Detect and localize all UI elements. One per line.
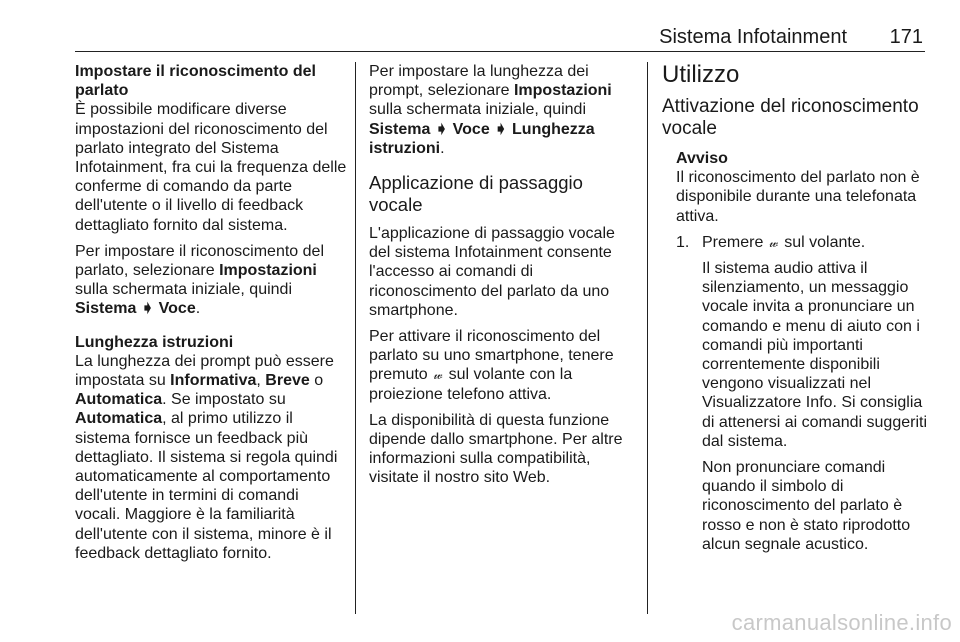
- text: .: [440, 139, 445, 157]
- header-title: Sistema Infotainment: [659, 26, 847, 48]
- watermark: carmanualsonline.info: [731, 610, 952, 635]
- paragraph: L'applicazione di passaggio vocale del sistema Infotainment consente l'accesso ai comandi di riconoscimento del parlato da uno smartphone.: [369, 225, 615, 319]
- step-text: [702, 233, 930, 252]
- voice-icon: 𝓌: [769, 234, 779, 250]
- text: sul volante.: [779, 233, 866, 251]
- text: La lunghezza dei prompt può essere impostata su: [75, 352, 334, 390]
- option-term: Automatica: [75, 410, 163, 428]
- notice-title: Avviso: [676, 150, 728, 167]
- menu-term: Sistema: [75, 300, 137, 318]
- text: . Se impostato su: [162, 391, 286, 409]
- column-3: [662, 62, 930, 561]
- menu-term: Sistema: [369, 120, 431, 138]
- section-heading-prompt-length: Lunghezza istruzioni: [75, 333, 234, 351]
- menu-term: Impostazioni: [219, 262, 317, 280]
- text: sulla schermata iniziale, quindi: [75, 281, 292, 299]
- step-number: 1.: [676, 233, 690, 251]
- column-2: [369, 62, 637, 495]
- section-heading-activation: Attivazione del riconoscimento vocale: [662, 96, 919, 139]
- section-heading-voice-passthrough: Applicazione di passaggio vocale: [369, 172, 583, 216]
- option-term: Automatica: [75, 391, 163, 409]
- menu-term: Voce: [452, 120, 490, 138]
- menu-term: Voce: [158, 300, 196, 318]
- text: Per impostare la lunghezza dei prompt, selezionare: [369, 63, 589, 100]
- option-term: Informativa: [170, 372, 257, 390]
- arrow-icon: ➧: [430, 120, 453, 138]
- option-term: Breve: [265, 372, 310, 390]
- paragraph: È possibile modificare diverse impostazioni del riconoscimento del parlato integrato del Sistema Infotainment, fra cui la frequenza delle conferme di comando da parte dell'utente o il livello di feedback dettagliato fornito dal sistema.: [75, 101, 347, 234]
- paragraph: [75, 352, 347, 563]
- text: Premere: [702, 233, 768, 251]
- text: sulla schermata iniziale, quindi: [369, 101, 586, 119]
- arrow-icon: ➧: [489, 120, 513, 138]
- page-header: [75, 24, 925, 52]
- text: o: [309, 372, 324, 390]
- column-divider-1: [355, 62, 356, 614]
- text: sul volante con la proiezione telefono attiva.: [369, 366, 573, 403]
- paragraph: [369, 327, 637, 404]
- notice-box: [676, 149, 930, 226]
- paragraph: La disponibilità di questa funzione dipende dallo smartphone. Per altre informazioni sulla compatibilità, visitate il nostro sito Web.: [369, 411, 623, 487]
- voice-icon: 𝓌: [433, 367, 443, 383]
- paragraph: Non pronunciare comandi quando il simbolo di riconoscimento del parlato è rosso e non è stato riprodotto alcun segnale acustico.: [702, 459, 911, 553]
- step-1: [676, 233, 930, 252]
- paragraph: Il sistema audio attiva il silenziamento, un messaggio vocale invita a pronunciare un comando e menu di aiuto con i comandi più importanti correntemente disponibili vengono visualizzati nel Visualizzatore Info. Si consiglia di attenersi ai comandi suggeriti dal sistema.: [702, 260, 928, 450]
- paragraph: [369, 62, 637, 158]
- column-1: [75, 62, 347, 570]
- text: Per attivare il riconoscimento del parlato su uno smartphone, tenere premuto: [369, 328, 614, 384]
- section-heading-usage: Utilizzo: [662, 61, 740, 88]
- menu-term: Lunghezza istruzioni: [369, 120, 595, 157]
- text: .: [195, 300, 201, 318]
- column-divider-2: [647, 62, 648, 614]
- text: ,: [256, 372, 266, 390]
- page-number: 171: [889, 26, 923, 48]
- menu-term: Impostazioni: [513, 82, 612, 100]
- notice-text: Il riconoscimento del parlato non è disponibile durante una telefonata attiva.: [676, 169, 920, 225]
- section-heading-speech-settings: Impostare il riconoscimento del parlato: [75, 63, 316, 100]
- text: Per impostare il riconoscimento del parlato, selezionare: [75, 242, 324, 280]
- text: , al primo utilizzo il sistema fornisce un feedback più dettagliato. Il sistema si regola quindi automaticamente al comportamento dell'utente in termini di comandi vocali. Maggiore è la familiarità dell'utente con il sistema, minore è il feedback dettagliato fornito.: [75, 410, 338, 562]
- arrow-icon: ➧: [136, 300, 159, 318]
- paragraph: [75, 242, 347, 319]
